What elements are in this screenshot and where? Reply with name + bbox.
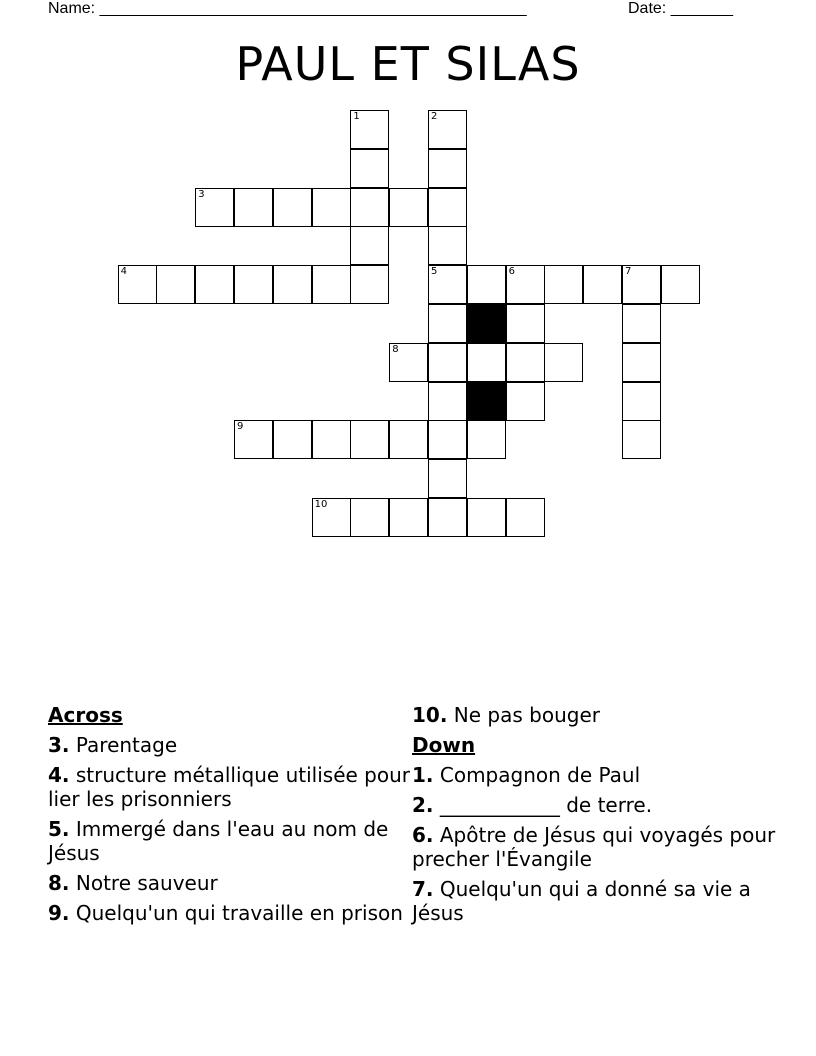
grid-cell[interactable] [428,304,467,343]
clue-number-label: 9 [237,421,244,433]
clues-right-column [412,703,782,931]
grid-cell[interactable] [234,265,273,304]
grid-cell[interactable] [350,110,389,149]
grid-cell[interactable] [428,343,467,382]
grid-cell[interactable] [544,343,583,382]
clue-number-label: 4 [120,266,127,278]
grid-cell[interactable] [195,265,234,304]
grid-cell[interactable] [506,498,545,537]
grid-cell[interactable] [506,343,545,382]
across-clue-9 [48,901,410,925]
down-clue-1 [412,763,782,787]
clue-number-label: 3 [198,188,205,200]
across-clue-5 [48,817,410,865]
clue-text: ____________ de terre. [439,793,653,817]
across-clue-4 [48,763,410,811]
grid-cell[interactable] [661,265,700,304]
grid-cell[interactable] [506,304,545,343]
grid-cell[interactable] [273,420,312,459]
grid-cell[interactable] [389,498,428,537]
grid-cell[interactable] [350,498,389,537]
clue-number-label: 2 [431,111,438,122]
grid-cell[interactable] [583,265,622,304]
grid-cell[interactable] [350,226,389,265]
grid-cell[interactable] [350,188,389,227]
grid-cell[interactable] [312,420,351,459]
clue-number: 9. [48,901,70,925]
grid-cell[interactable] [428,110,467,149]
clue-text: structure métallique utilisée pour lier les prisonniers [48,763,410,811]
grid-cell[interactable] [544,265,583,304]
down-heading: Down [412,733,476,757]
grid-cell[interactable] [312,188,351,227]
grid-cell[interactable] [428,226,467,265]
clue-number: 5. [48,817,70,841]
date-field-label: Date: _______ [628,0,733,17]
grid-cell[interactable] [428,459,467,498]
across-clue-3 [48,733,410,757]
grid-cell[interactable] [428,420,467,459]
grid-cell[interactable] [467,343,506,382]
grid-cell[interactable] [350,149,389,188]
across-clue-8 [48,871,410,895]
clue-number-label: 6 [508,266,515,278]
clue-text: Ne pas bouger [453,703,600,727]
clue-number-label: 1 [353,111,360,122]
grid-cell[interactable] [312,265,351,304]
across-heading: Across [48,703,123,727]
grid-cell[interactable] [467,420,506,459]
clue-text: Immergé dans l'eau au nom de Jésus [48,817,389,865]
grid-cell[interactable] [428,498,467,537]
clue-number: 8. [48,871,70,895]
grid-cell[interactable] [467,498,506,537]
clue-text: Compagnon de Paul [439,763,641,787]
grid-cell[interactable] [312,498,351,537]
down-clue-6 [412,823,782,871]
grid-cell[interactable] [622,420,661,459]
grid-cell[interactable] [389,343,428,382]
grid-cell[interactable] [195,188,234,227]
grid-cell[interactable] [506,265,545,304]
clue-number: 4. [48,763,70,787]
grid-cell[interactable] [622,382,661,421]
grid-cell[interactable] [234,188,273,227]
down-clue-7 [412,877,782,925]
grid-cell[interactable] [273,265,312,304]
grid-cell[interactable] [622,343,661,382]
clue-number: 10. [412,703,448,727]
grid-cell[interactable] [428,265,467,304]
grid-cell[interactable] [428,188,467,227]
clue-number: 6. [412,823,434,847]
grid-cell[interactable] [428,149,467,188]
grid-cell[interactable] [118,265,157,304]
clue-text: Quelqu'un qui a donné sa vie a Jésus [412,877,751,925]
grid-cell[interactable] [350,420,389,459]
clue-number-label: 5 [431,266,438,278]
down-clue-2 [412,793,782,817]
clue-number-label: 7 [625,266,632,278]
page-title: PAUL ET SILAS [235,37,581,91]
clue-number-label: 10 [314,499,328,510]
grid-cell[interactable] [467,265,506,304]
grid-cell[interactable] [389,420,428,459]
grid-cell-blocked [467,382,506,421]
across-clue-10 [412,703,782,727]
name-field-label: Name: ________________________________________________ [48,0,527,17]
grid-cell[interactable] [506,382,545,421]
clue-number: 7. [412,877,434,901]
grid-cell-blocked [467,304,506,343]
grid-cell[interactable] [156,265,195,304]
clue-number: 2. [412,793,434,817]
grid-cell[interactable] [234,420,273,459]
clue-text: Parentage [75,733,178,757]
clue-text: Notre sauveur [75,871,218,895]
clue-text: Quelqu'un qui travaille en prison [75,901,403,925]
clue-number: 3. [48,733,70,757]
clue-number-label: 8 [392,343,399,355]
grid-cell[interactable] [622,304,661,343]
grid-cell[interactable] [350,265,389,304]
clue-number: 1. [412,763,434,787]
grid-cell[interactable] [622,265,661,304]
clue-text: Apôtre de Jésus qui voyagés pour precher l'Évangile [412,823,776,871]
grid-cell[interactable] [428,382,467,421]
clues-left-column [48,703,410,931]
grid-cell[interactable] [273,188,312,227]
grid-cell[interactable] [389,188,428,227]
